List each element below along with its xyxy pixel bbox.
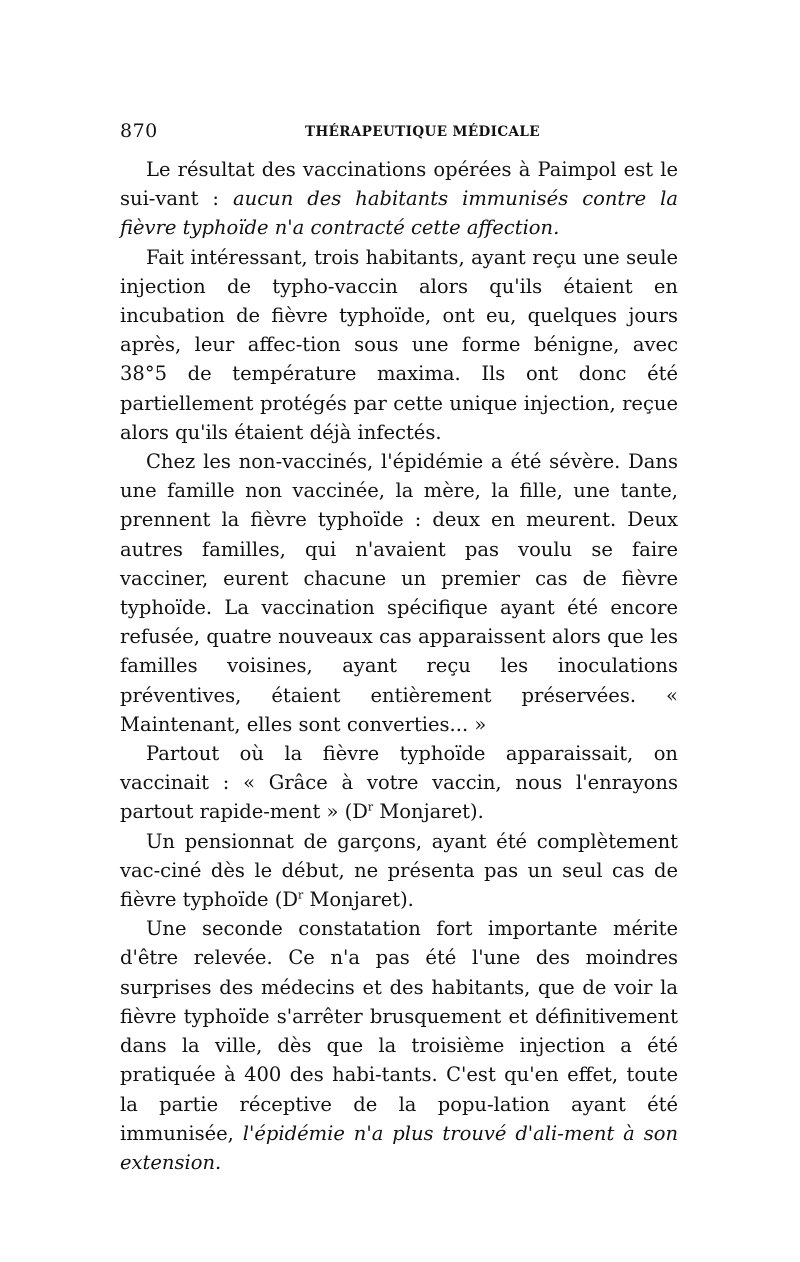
- italic-emphasis: aucun des habitants immunisés contre la fièvre typhoïde n'a contracté cette affection.: [120, 187, 679, 240]
- paragraph-text: Monjaret).: [373, 800, 484, 824]
- paragraph-second-observation: [120, 914, 678, 1177]
- paragraph-text: Le résultat des vaccinations opérées à Paimpol est le sui-vant :: [120, 158, 678, 211]
- superscript: r: [367, 800, 374, 814]
- paragraph-boarding-school: [120, 827, 678, 915]
- italic-emphasis: l'épidémie n'a plus trouvé d'ali-ment à son extension.: [120, 1121, 678, 1174]
- paragraph-text: Partout où la fièvre typhoïde apparaissait, on vaccinait : « Grâce à votre vaccin, nous l'enrayons partout rapide-ment » (D: [120, 742, 678, 824]
- paragraph-vaccination-everywhere: [120, 739, 678, 827]
- paragraph-incubation-cases: Fait intéressant, trois habitants, ayant reçu une seule injection de typho-vaccin alors qu'ils étaient en incubation de fièvre typhoïde, ont eu, quelques jours après, leur affec-tion sous une forme bénigne, avec 38°5 de température maxima. Ils ont donc été partiellement protégés par cette unique injection, reçue alors qu'ils étaient déjà infectés.: [120, 245, 678, 444]
- body-text: [120, 155, 678, 1177]
- paragraph-text: Une seconde constatation fort importante mérite d'être relevée. Ce n'a pas été l'une des moindres surprises des médecins et des habitants, que de voir la fièvre typhoïde s'arrêter brusquement et définitivement dans la ville, dès que la troisième injection a été pratiquée à 400 des habi-tants. C'est qu'en effet, toute la partie réceptive de la popu-lation ayant été immunisée,: [120, 917, 678, 1145]
- page-number: 870: [120, 120, 158, 142]
- paragraph-paimpol-result: [120, 155, 678, 243]
- superscript: r: [297, 888, 304, 902]
- paragraph-text: Un pensionnat de garçons, ayant été complètement vac-ciné dès le début, ne présenta pas un seul cas de fièvre typhoïde (D: [120, 829, 678, 912]
- running-title: THÉRAPEUTIQUE MÉDICALE: [305, 124, 540, 140]
- paragraph-text: Monjaret).: [303, 888, 414, 912]
- paragraph-non-vaccinated: Chez les non-vaccinés, l'épidémie a été sévère. Dans une famille non vaccinée, la mère, la fille, une tante, prennent la fièvre typhoïde : deux en meurent. Deux autres familles, qui n'avaient pas voulu se faire vacciner, eurent chacune un premier cas de fièvre typhoïde. La vaccination spécifique ayant été encore refusée, quatre nouveaux cas apparaissent alors que les familles voisines, ayant reçu les inoculations préventives, étaient entièrement préservées. « Maintenant, elles sont converties... »: [120, 450, 678, 736]
- running-head: [120, 120, 680, 144]
